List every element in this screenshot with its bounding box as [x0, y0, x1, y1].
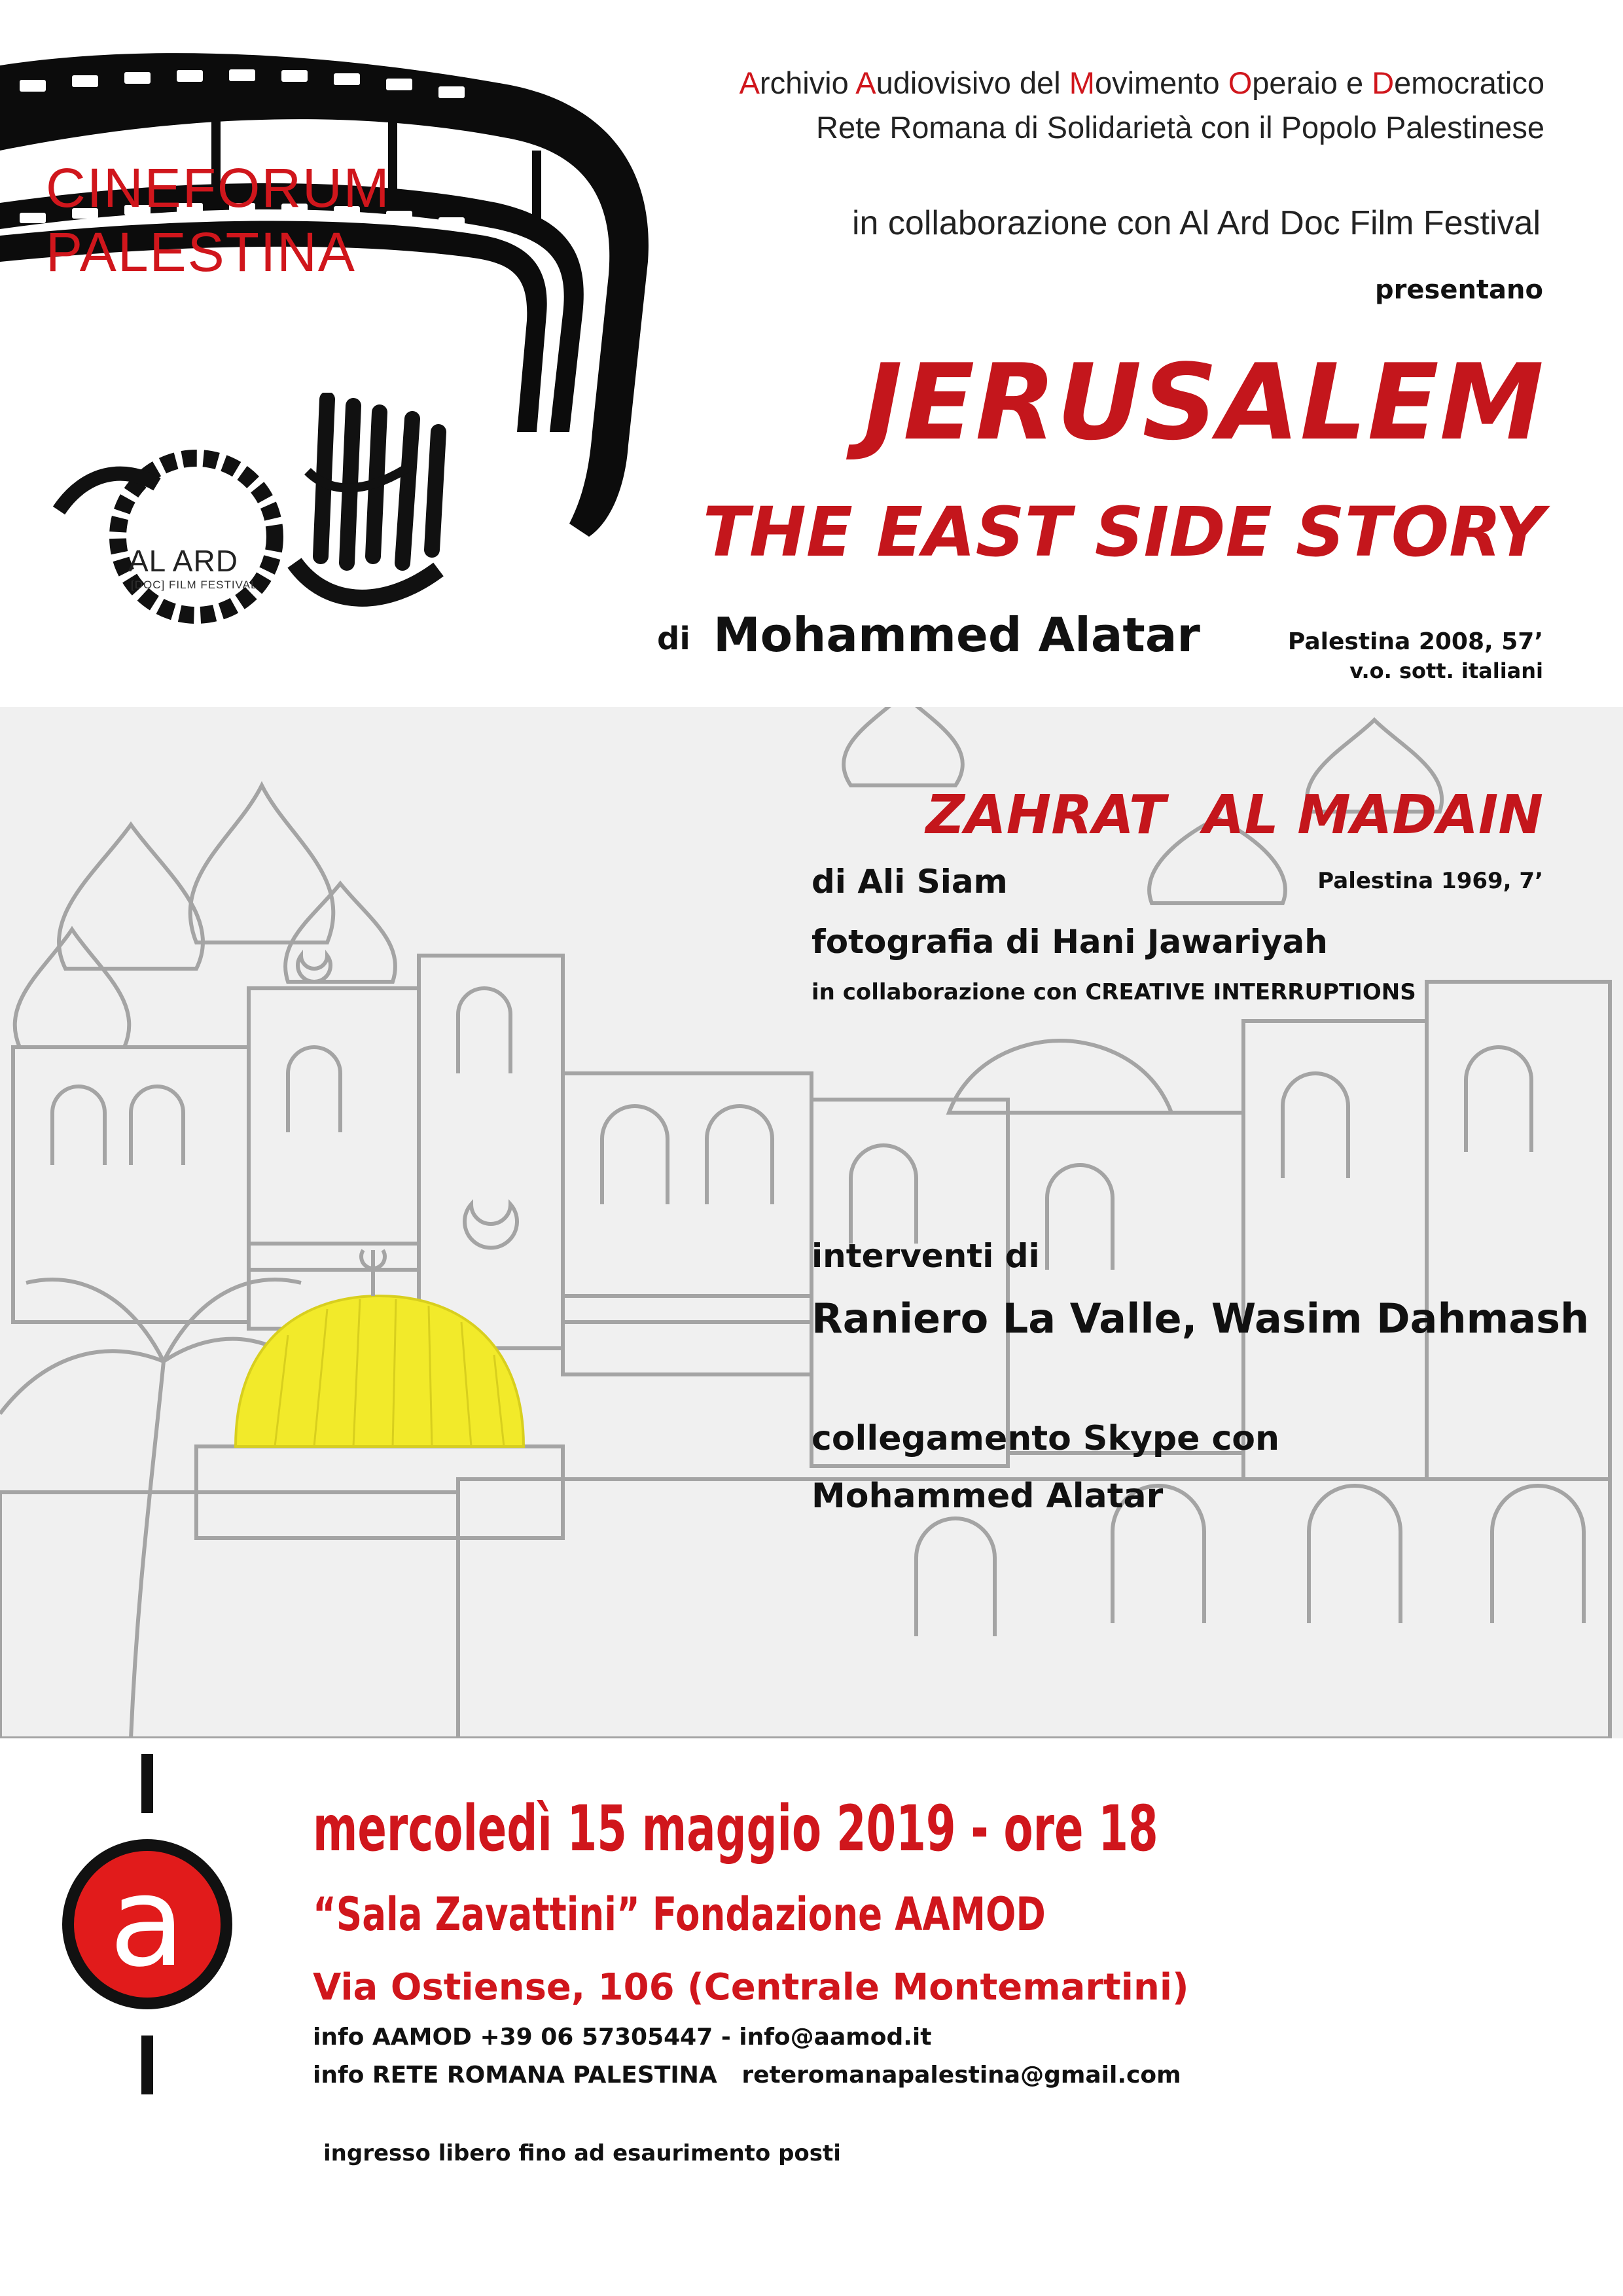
- aamod-logo-letter: a: [109, 1850, 186, 1994]
- film-subtitle: THE EAST SIDE STORY: [702, 492, 1544, 572]
- film-title: JERUSALEM: [863, 341, 1544, 463]
- contact-aamod: info AAMOD +39 06 57305447 - info@aamod.it: [313, 2024, 932, 2051]
- initial-a1: A: [739, 65, 760, 100]
- short-film-collaboration: in collaborazione con CREATIVE INTERRUPTIONS: [812, 979, 1416, 1005]
- initial-o: O: [1228, 65, 1253, 100]
- event-address: Via Ostiense, 106 (Centrale Montemartini): [313, 1966, 1189, 2009]
- event-date-time: mercoledì 15 maggio 2019 - ore 18: [313, 1792, 1158, 1865]
- organizer-rete-romana: Rete Romana di Solidarietà con il Popolo Palestinese: [816, 110, 1544, 145]
- al-ard-logo-subtitle: [DOC] FILM FESTIVAL: [131, 579, 258, 591]
- al-ard-festival-logo: [46, 393, 465, 668]
- org-part: emocratico: [1394, 65, 1544, 100]
- skype-label: collegamento Skype con: [812, 1419, 1280, 1458]
- short-film-meta: Palestina 1969, 7’: [1317, 868, 1543, 894]
- aamod-logo: [52, 1754, 242, 2094]
- film-director: Mohammed Alatar: [713, 607, 1200, 662]
- cineforum-title: [46, 156, 569, 284]
- film-director-prefix: di: [657, 620, 690, 657]
- initial-m: M: [1069, 65, 1095, 100]
- organizer-aamod: [740, 62, 1544, 105]
- skype-guest-name: Mohammed Alatar: [812, 1477, 1164, 1516]
- free-entry-note: ingresso libero fino ad esaurimento posti: [323, 2140, 841, 2166]
- jerusalem-city-illustration: [0, 707, 1623, 1738]
- speakers-label: interventi di: [812, 1237, 1040, 1275]
- event-venue: “Sala Zavattini” Fondazione AAMOD: [313, 1888, 1046, 1941]
- collaboration-line: in collaborazione con Al Ard Doc Film Festival: [851, 204, 1541, 242]
- presenting-label: presentano: [1375, 275, 1543, 305]
- initial-a2: A: [855, 65, 876, 100]
- al-ard-logo-name: AL ARD: [128, 544, 238, 578]
- initial-d: D: [1372, 65, 1395, 100]
- speakers-names: Raniero La Valle, Wasim Dahmash: [812, 1295, 1590, 1342]
- contact-rete-romana: info RETE ROMANA PALESTINA reteromanapalestina@gmail.com: [313, 2062, 1181, 2089]
- org-part: udiovisivo del: [876, 65, 1069, 100]
- cineforum-title-line2: PALESTINA: [46, 221, 356, 283]
- org-part: peraio e: [1252, 65, 1372, 100]
- film-meta-country-year: Palestina 2008, 57’: [1287, 628, 1543, 655]
- cineforum-title-line1: CINEFORUM: [46, 157, 391, 219]
- short-film-photography: fotografia di Hani Jawariyah: [812, 923, 1328, 961]
- org-part: ovimento: [1094, 65, 1228, 100]
- org-part: rchivio: [759, 65, 856, 100]
- short-film-title: ZAHRAT AL MADAIN: [925, 784, 1543, 846]
- short-film-director: di Ali Siam: [812, 863, 1008, 901]
- film-meta-subtitles: v.o. sott. italiani: [1349, 658, 1543, 683]
